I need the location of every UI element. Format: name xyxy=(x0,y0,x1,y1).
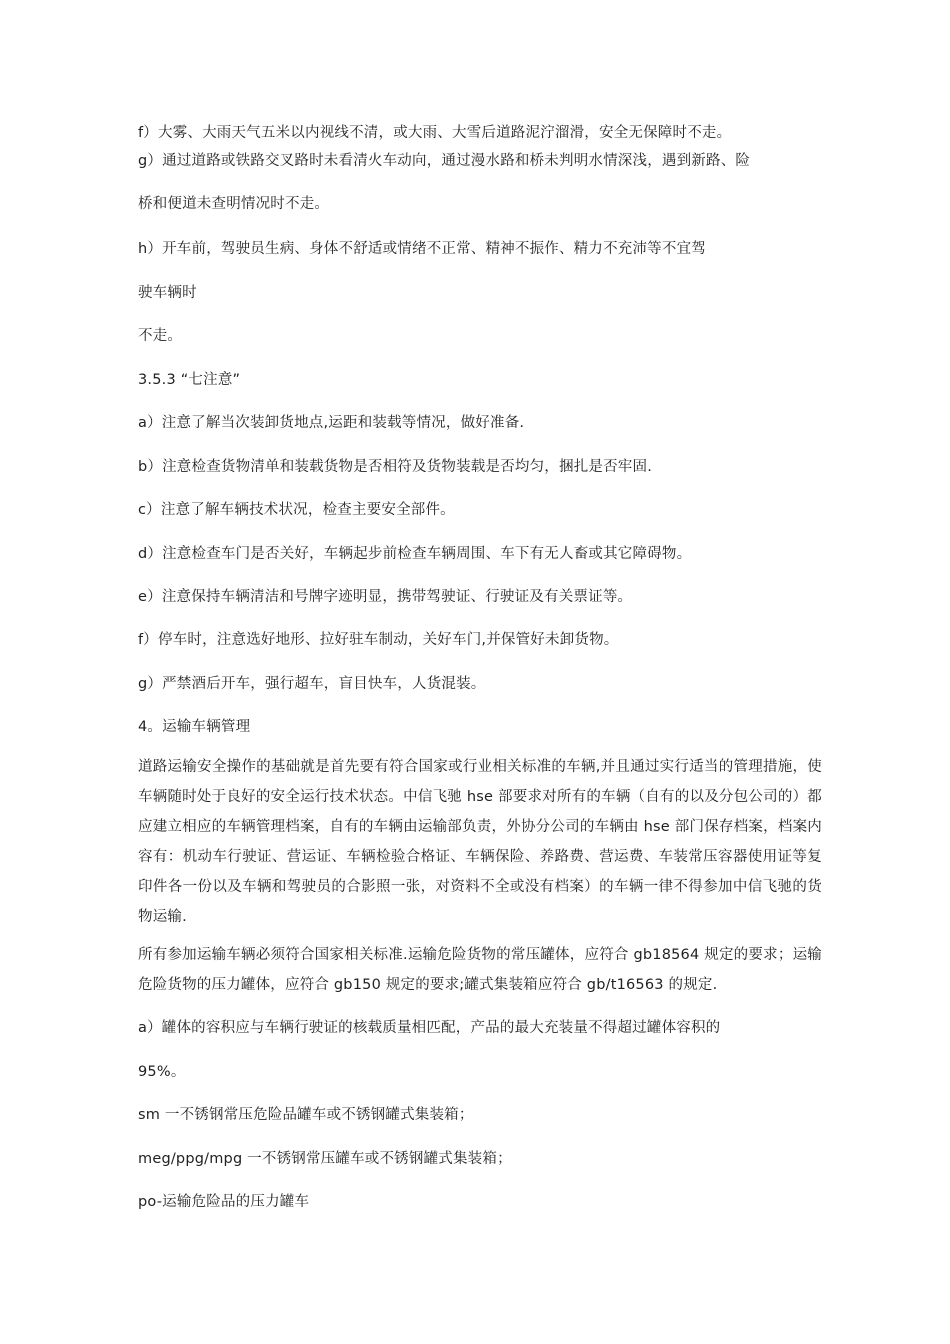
text-line-note-a: a）注意了解当次装卸货地点,运距和装载等情况，做好准备. xyxy=(138,415,525,431)
text-line-driver-health-end: 不走。 xyxy=(138,328,183,344)
text-line-note-b: b）注意检查货物清单和装载货物是否相符及货物装载是否均匀，捆扎是否牢固. xyxy=(138,459,653,475)
text-line-note-g: g）严禁酒后开车，强行超车，盲目快车，人货混装。 xyxy=(138,676,486,692)
paragraph-vehicle-standards: 所有参加运输车辆必须符合国家相关标准.运输危险货物的常压罐体，应符合 gb18564 规定的要求；运输危险货物的压力罐体，应符合 gb150 规定的要求;罐式集装箱应符合 gb/t16563 的规定. xyxy=(138,947,822,993)
text-line-note-f: f）停车时，注意选好地形、拉好驻车制动，关好车门,并保管好未卸货物。 xyxy=(138,632,619,648)
text-line-po-tank: po-运输危险品的压力罐车 xyxy=(138,1194,310,1210)
text-line-sm-tank: sm 一不锈钢常压危险品罐车或不锈钢罐式集装箱； xyxy=(138,1107,474,1123)
text-line-note-c: c）注意了解车辆技术状况，检查主要安全部件。 xyxy=(138,502,455,518)
section-heading-seven-notes: 3.5.3 “七注意” xyxy=(138,372,241,388)
text-line-tank-volume: a）罐体的容积应与车辆行驶证的核载质量相匹配，产品的最大充装量不得超过罐体容积的 xyxy=(138,1020,721,1036)
text-line-note-d: d）注意检查车门是否关好，车辆起步前检查车辆周围、车下有无人畜或其它障碍物。 xyxy=(138,546,692,562)
text-line-fog-rule: f）大雾、大雨天气五米以内视线不清，或大雨、大雪后道路泥泞溜滑，安全无保障时不走。 xyxy=(138,125,732,141)
text-line-driver-health-rule: h）开车前，驾驶员生病、身体不舒适或情绪不正常、精神不振作、精力不充沛等不宜驾 xyxy=(138,241,706,257)
text-line-driver-health-cont: 驶车辆时 xyxy=(138,285,197,301)
text-line-crossing-rule-cont: 桥和便道未查明情况时不走。 xyxy=(138,196,330,212)
text-line-crossing-rule: g）通过道路或铁路交叉路时未看清火车动向，通过漫水路和桥未判明水情深浅，遇到新路、险 xyxy=(138,153,751,169)
paragraph-vehicle-management: 道路运输安全操作的基础就是首先要有符合国家或行业相关标准的车辆,并且通过实行适当的管理措施，使车辆随时处于良好的安全运行技术状态。中信飞驰 hse 部要求对所有的车辆（自有的以及分包公司的）都应建立相应的车辆管理档案，自有的车辆由运输部负责，外协分公司的车辆由 hse 部门保存档案，档案内容有：机动车行驶证、营运证、车辆检验合格证、车辆保险、养路费、营运费、车装常压容器使用证等复印件各一份以及车辆和驾驶员的合影照一张，对资料不全或没有档案）的车辆一律不得参加中信飞驰的货物运输. xyxy=(138,759,822,925)
text-line-meg-tank: meg/ppg/mpg 一不锈钢常压罐车或不锈钢罐式集装箱； xyxy=(138,1151,512,1167)
section-heading-vehicle-management: 4。运输车辆管理 xyxy=(138,719,251,735)
text-line-note-e: e）注意保持车辆清洁和号牌字迹明显，携带驾驶证、行驶证及有关票证等。 xyxy=(138,589,633,605)
text-line-percentage: 95%。 xyxy=(138,1064,186,1080)
